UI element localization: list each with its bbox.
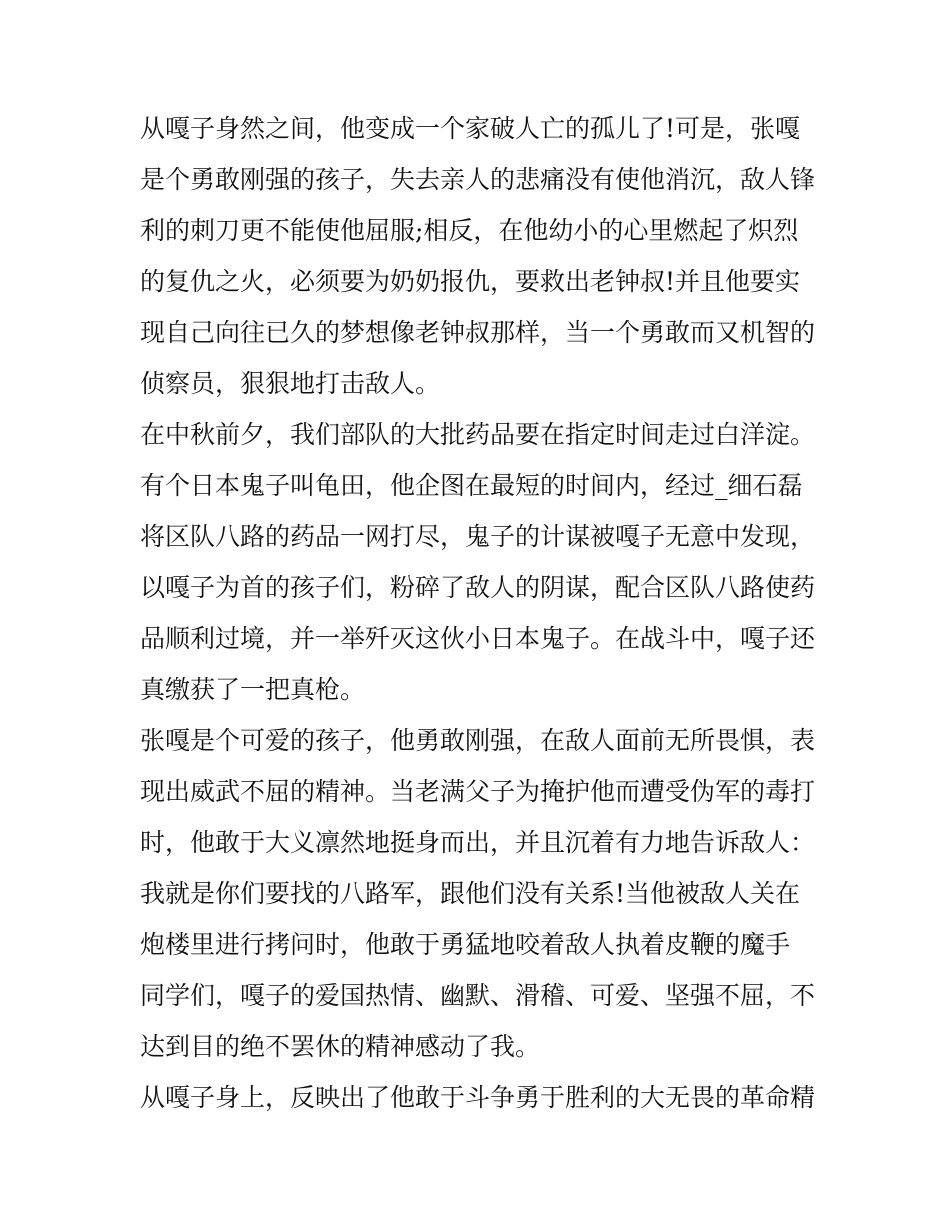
text-line: 利的刺刀更不能使他屈服;相反，在他幼小的心里燃起了炽烈 <box>140 216 799 245</box>
text-line: 的复仇之火，必须要为奶奶报仇，要救出老钟叔!并且他要实 <box>140 267 801 296</box>
text-line: 现出威武不屈的精神。当老满父子为掩护他而遭受伪军的毒打 <box>140 777 816 806</box>
text-line: 炮楼里进行拷问时，他敢于勇猛地咬着敌人执着皮鞭的魔手 <box>140 930 791 959</box>
text-line: 达到目的绝不罢休的精神感动了我。 <box>140 1032 541 1061</box>
text-line: 时，他敢于大义凛然地挺身而出，并且沉着有力地告诉敌人： <box>140 828 816 857</box>
text-line: 以嘎子为首的孩子们，粉碎了敌人的阴谋，配合区队八路使药 <box>140 573 816 602</box>
text-line: 从嘎子身上，反映出了他敢于斗争勇于胜利的大无畏的革命精 <box>140 1083 816 1112</box>
text-line: 是个勇敢刚强的孩子，失去亲人的悲痛没有使他消沉，敌人锋 <box>140 165 816 194</box>
text-line: 将区队八路的药品一网打尽，鬼子的计谋被嘎子无意中发现， <box>140 522 816 551</box>
document-body <box>140 108 830 1128</box>
text-line: 我就是你们要找的八路军，跟他们没有关系!当他被敌人关在 <box>140 879 801 908</box>
text-line: 从嘎子身然之间，他变成一个家破人亡的孤儿了!可是，张嘎 <box>140 114 801 143</box>
text-line: 侦察员，狠狠地打击敌人。 <box>140 369 441 398</box>
text-line: 现自己向往已久的梦想像老钟叔那样，当一个勇敢而又机智的 <box>140 318 816 347</box>
text-line: 真缴获了一把真枪。 <box>140 675 366 704</box>
text-line: 在中秋前夕，我们部队的大批药品要在指定时间走过白洋淀。 <box>140 420 816 449</box>
text-line: 品顺利过境，并一举歼灭这伙小日本鬼子。在战斗中，嘎子还 <box>140 624 816 653</box>
text-line: 有个日本鬼子叫龟田，他企图在最短的时间内，经过_细石磊 <box>140 471 803 500</box>
text-line: 张嘎是个可爱的孩子，他勇敢刚强，在敌人面前无所畏惧，表 <box>140 726 816 755</box>
text-line: 同学们，嘎子的爱国热情、幽默、滑稽、可爱、坚强不屈，不 <box>140 981 816 1010</box>
